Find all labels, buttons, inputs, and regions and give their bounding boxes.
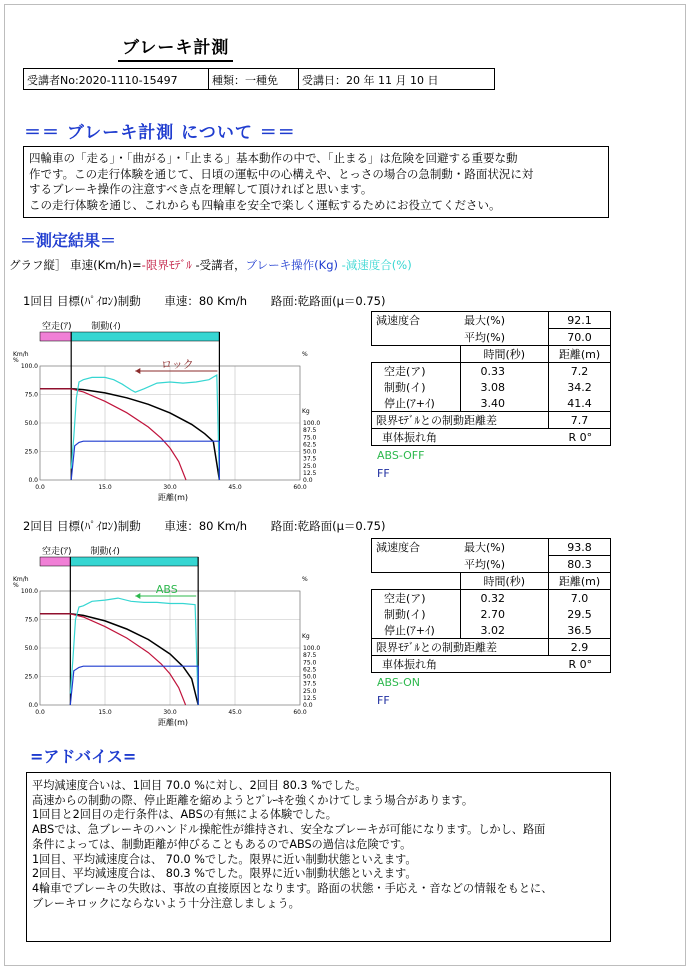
abs-status: ABS-OFF <box>377 449 425 462</box>
x-tick-label: 45.0 <box>228 484 242 491</box>
yaw-label: 車体振れ角 <box>382 658 437 671</box>
left-tick-label: 100.0 <box>20 588 38 595</box>
legend-prefix: グラフ縦］ 車速(Km/h)= <box>9 258 142 272</box>
left-tick-label: 0.0 <box>28 477 38 484</box>
limit-diff-label: 限界ﾓﾃﾞﾙとの制動距離差 <box>376 641 497 654</box>
right-tick-label: 12.5 <box>303 469 317 477</box>
yaw-label: 車体振れ角 <box>382 431 437 444</box>
run1-header <box>23 293 386 309</box>
right-tick-label: 62.5 <box>303 666 317 674</box>
right-axis-title: Kg <box>302 633 310 640</box>
run1-chart-svg <box>12 318 321 508</box>
advice-line: 条件によっては、制動距離が伸びることもあるのでABSの過信は危険です。 <box>32 837 412 851</box>
legend-brake: ブレーキ操作(Kg) <box>245 258 338 272</box>
intro-line: 四輪車の「走る」・「曲がる」・「止まる」基本動作の中で、「止まる」は危険を回避する重要な動 <box>29 151 518 165</box>
left-axis-unit: % <box>13 582 19 589</box>
series-line-limit <box>40 614 186 705</box>
avg-label: 平均(%) <box>464 330 506 344</box>
legend-decel: -減速度合(%) <box>338 258 412 272</box>
series-line-trainee <box>40 389 219 480</box>
right-tick-label: 12.5 <box>303 694 317 702</box>
x-tick-label: 60.0 <box>293 484 307 491</box>
row-label: 空走(ア) <box>372 363 461 380</box>
right-tick-label: 0.0 <box>303 477 313 484</box>
advice-line: ブレーキロックにならないよう十分注意しましょう。 <box>32 896 300 910</box>
left-tick-label: 0.0 <box>28 702 38 709</box>
idle-phase-label: 空走(ｱ) <box>42 322 72 332</box>
idle-phase-bar <box>40 332 71 341</box>
decel-label: 減速度合 <box>376 314 420 328</box>
series-line-trainee <box>40 614 198 705</box>
graph-legend <box>9 257 412 273</box>
x-axis-label: 距離(m) <box>158 493 189 502</box>
run1-stats-table <box>371 311 611 446</box>
row-label: 停止(ｱ+ｲ) <box>372 622 461 639</box>
right-axis-unit: % <box>302 351 308 358</box>
section-results-heading: ＝測定結果＝ <box>20 231 117 250</box>
idle-phase-label: 空走(ｱ) <box>42 547 72 557</box>
dist-header: 距離(m) <box>549 346 611 363</box>
row-dist: 29.5 <box>549 606 611 622</box>
max-label: 最大(%) <box>464 541 506 555</box>
right-tick-label: 25.0 <box>303 462 317 470</box>
dist-header: 距離(m) <box>549 573 611 590</box>
x-tick-label: 15.0 <box>98 484 112 491</box>
left-tick-label: 100.0 <box>20 363 38 370</box>
decel-label: 減速度合 <box>376 541 420 555</box>
series-line-limit <box>40 389 186 480</box>
legend-limit: -限界ﾓﾃﾞﾙ <box>141 258 192 272</box>
max-value: 93.8 <box>549 539 611 556</box>
section-advice-heading: =アドバイス= <box>30 747 137 766</box>
advice-line: 高速からの制動の際、停止距離を縮めようとﾌﾞﾚｰｷを強くかけてしまう場合があります。 <box>32 793 474 807</box>
run2-chart-svg <box>12 543 321 733</box>
annotation-label: ABS <box>155 583 178 596</box>
x-tick-label: 15.0 <box>98 709 112 716</box>
braking-phase-label: 制動(ｲ) <box>91 322 121 332</box>
yaw-value: R 0° <box>568 657 593 671</box>
right-tick-label: 25.0 <box>303 687 317 695</box>
limit-diff-value: 7.7 <box>549 412 611 429</box>
drive-type: FF <box>377 467 390 480</box>
left-tick-label: 50.0 <box>24 645 38 652</box>
run1-label: 1回目 目標(ﾊﾟｲﾛﾝ)制動 <box>23 294 141 308</box>
left-tick-label: 25.0 <box>24 673 38 681</box>
row-label: 制動(イ) <box>372 379 461 395</box>
max-value: 92.1 <box>549 312 611 329</box>
row-dist: 36.5 <box>549 622 611 639</box>
advice-line: 2回目、平均減速度合は、 80.3 %でした。限界に近い制動状態といえます。 <box>32 867 417 881</box>
right-tick-label: 0.0 <box>303 702 313 709</box>
limit-diff-value: 2.9 <box>549 639 611 656</box>
run2-label: 2回目 目標(ﾊﾟｲﾛﾝ)制動 <box>23 519 141 533</box>
right-tick-label: 87.5 <box>303 427 317 435</box>
x-tick-label: 60.0 <box>293 709 307 716</box>
intro-line: この走行体験を通じ、これからも四輪車を安全で楽しく運転するためにお役立てください。 <box>29 197 501 212</box>
x-tick-label: 45.0 <box>228 709 242 716</box>
run1-speed: 車速：80 Km/h <box>164 294 248 308</box>
limit-diff-label: 限界ﾓﾃﾞﾙとの制動距離差 <box>376 414 497 427</box>
course-date: 受講日：20 年 11 月 10 日 <box>302 74 439 87</box>
time-header: 時間(秒) <box>460 346 549 363</box>
left-axis-title: Km/h <box>13 576 29 583</box>
row-label: 空走(ア) <box>372 590 461 607</box>
row-dist: 34.2 <box>549 379 611 395</box>
avg-label: 平均(%) <box>464 557 506 571</box>
annotation-arrow-head <box>135 368 140 374</box>
run1-stats <box>371 311 611 480</box>
idle-phase-bar <box>40 557 70 566</box>
drive-type: FF <box>377 694 390 707</box>
x-tick-label: 0.0 <box>35 484 45 491</box>
right-tick-label: 62.5 <box>303 441 317 449</box>
braking-phase-bar <box>71 332 219 341</box>
x-tick-label: 0.0 <box>35 709 45 716</box>
legend-trainee: -受講者， <box>191 258 246 272</box>
row-dist: 7.2 <box>549 363 611 380</box>
left-axis-unit: % <box>13 357 19 364</box>
right-tick-label: 37.5 <box>303 680 317 688</box>
left-tick-label: 75.0 <box>24 616 38 624</box>
advice-line: 1回目、平均減速度合は、 70.0 %でした。限界に近い制動状態といえます。 <box>32 852 417 866</box>
avg-value: 70.0 <box>549 329 611 346</box>
run2-chart <box>12 543 321 733</box>
braking-phase-label: 制動(ｲ) <box>90 547 120 557</box>
intro-line: するブレーキ操作の注意すべき点を理解して頂ければと思います。 <box>29 182 373 196</box>
right-tick-label: 100.0 <box>303 645 321 652</box>
right-tick-label: 87.5 <box>303 652 317 660</box>
section-about-heading: ＝＝ ブレーキ計測 について ＝＝ <box>24 123 296 143</box>
intro-box <box>23 146 609 218</box>
intro-line: 作です。この走行体験を通じて、日頃の運転中の心構えや、とっさの場合の急制動・路面状況に対 <box>29 166 534 181</box>
run2-stats <box>371 538 611 707</box>
license-type: 種類：一種免 <box>209 69 299 89</box>
run1-road: 路面:乾路面(μ＝0.75) <box>270 294 386 308</box>
braking-phase-bar <box>70 557 198 566</box>
right-tick-label: 37.5 <box>303 455 317 463</box>
row-time: 3.40 <box>480 396 505 410</box>
left-axis-title: Km/h <box>13 351 29 358</box>
series-line-brake <box>70 666 198 705</box>
row-label: 制動(イ) <box>372 606 461 622</box>
advice-line: 4輪車でブレーキの失敗は、事故の直接原因となります。路面の状態・手応え・音などの情報をもとに、 <box>32 881 553 895</box>
row-time: 3.02 <box>480 623 505 637</box>
max-label: 最大(%) <box>464 314 506 328</box>
advice-line: 1回目と2回目の走行条件は、ABSの有無による体験でした。 <box>32 808 337 822</box>
trainee-info-box <box>23 68 495 90</box>
right-tick-label: 75.0 <box>303 434 317 442</box>
row-time: 0.32 <box>480 591 505 605</box>
x-tick-label: 30.0 <box>163 709 177 716</box>
run2-speed: 車速：80 Km/h <box>164 519 248 533</box>
row-time: 0.33 <box>480 364 505 378</box>
annotation-arrow-head <box>135 593 140 599</box>
left-tick-label: 75.0 <box>24 391 38 399</box>
right-tick-label: 50.0 <box>303 448 317 456</box>
row-dist: 41.4 <box>549 395 611 412</box>
row-time: 3.08 <box>480 380 505 394</box>
right-tick-label: 100.0 <box>303 420 321 427</box>
abs-status: ABS-ON <box>377 676 421 689</box>
row-dist: 7.0 <box>549 590 611 607</box>
right-axis-title: Kg <box>302 408 310 415</box>
trainee-number: 受講者No:2020-1110-15497 <box>24 69 209 89</box>
time-header: 時間(秒) <box>460 573 549 590</box>
advice-line: ABSでは、急ブレーキのハンドル操舵性が維持され、安全なブレーキが可能になります。しかし、路面 <box>32 823 546 837</box>
run2-header <box>23 518 386 534</box>
page-title: ブレーキ計測 <box>118 33 233 62</box>
advice-line: 平均減速度合いは、1回目 70.0 %に対し、2回目 80.3 %でした。 <box>32 779 367 792</box>
run2-stats-table <box>371 538 611 673</box>
yaw-value: R 0° <box>568 430 593 444</box>
right-tick-label: 50.0 <box>303 673 317 681</box>
right-axis-unit: % <box>302 576 308 583</box>
row-time: 2.70 <box>480 607 505 621</box>
row-label: 停止(ｱ+ｲ) <box>372 395 461 412</box>
series-line-brake <box>71 441 219 480</box>
left-tick-label: 25.0 <box>24 448 38 456</box>
x-tick-label: 30.0 <box>163 484 177 491</box>
x-axis-label: 距離(m) <box>158 718 189 727</box>
avg-value: 80.3 <box>549 556 611 573</box>
right-tick-label: 75.0 <box>303 659 317 667</box>
annotation-label: ロック <box>160 358 194 371</box>
left-tick-label: 50.0 <box>24 420 38 427</box>
advice-box <box>26 772 611 942</box>
run1-chart <box>12 318 321 508</box>
run2-road: 路面:乾路面(μ＝0.75) <box>270 519 386 533</box>
